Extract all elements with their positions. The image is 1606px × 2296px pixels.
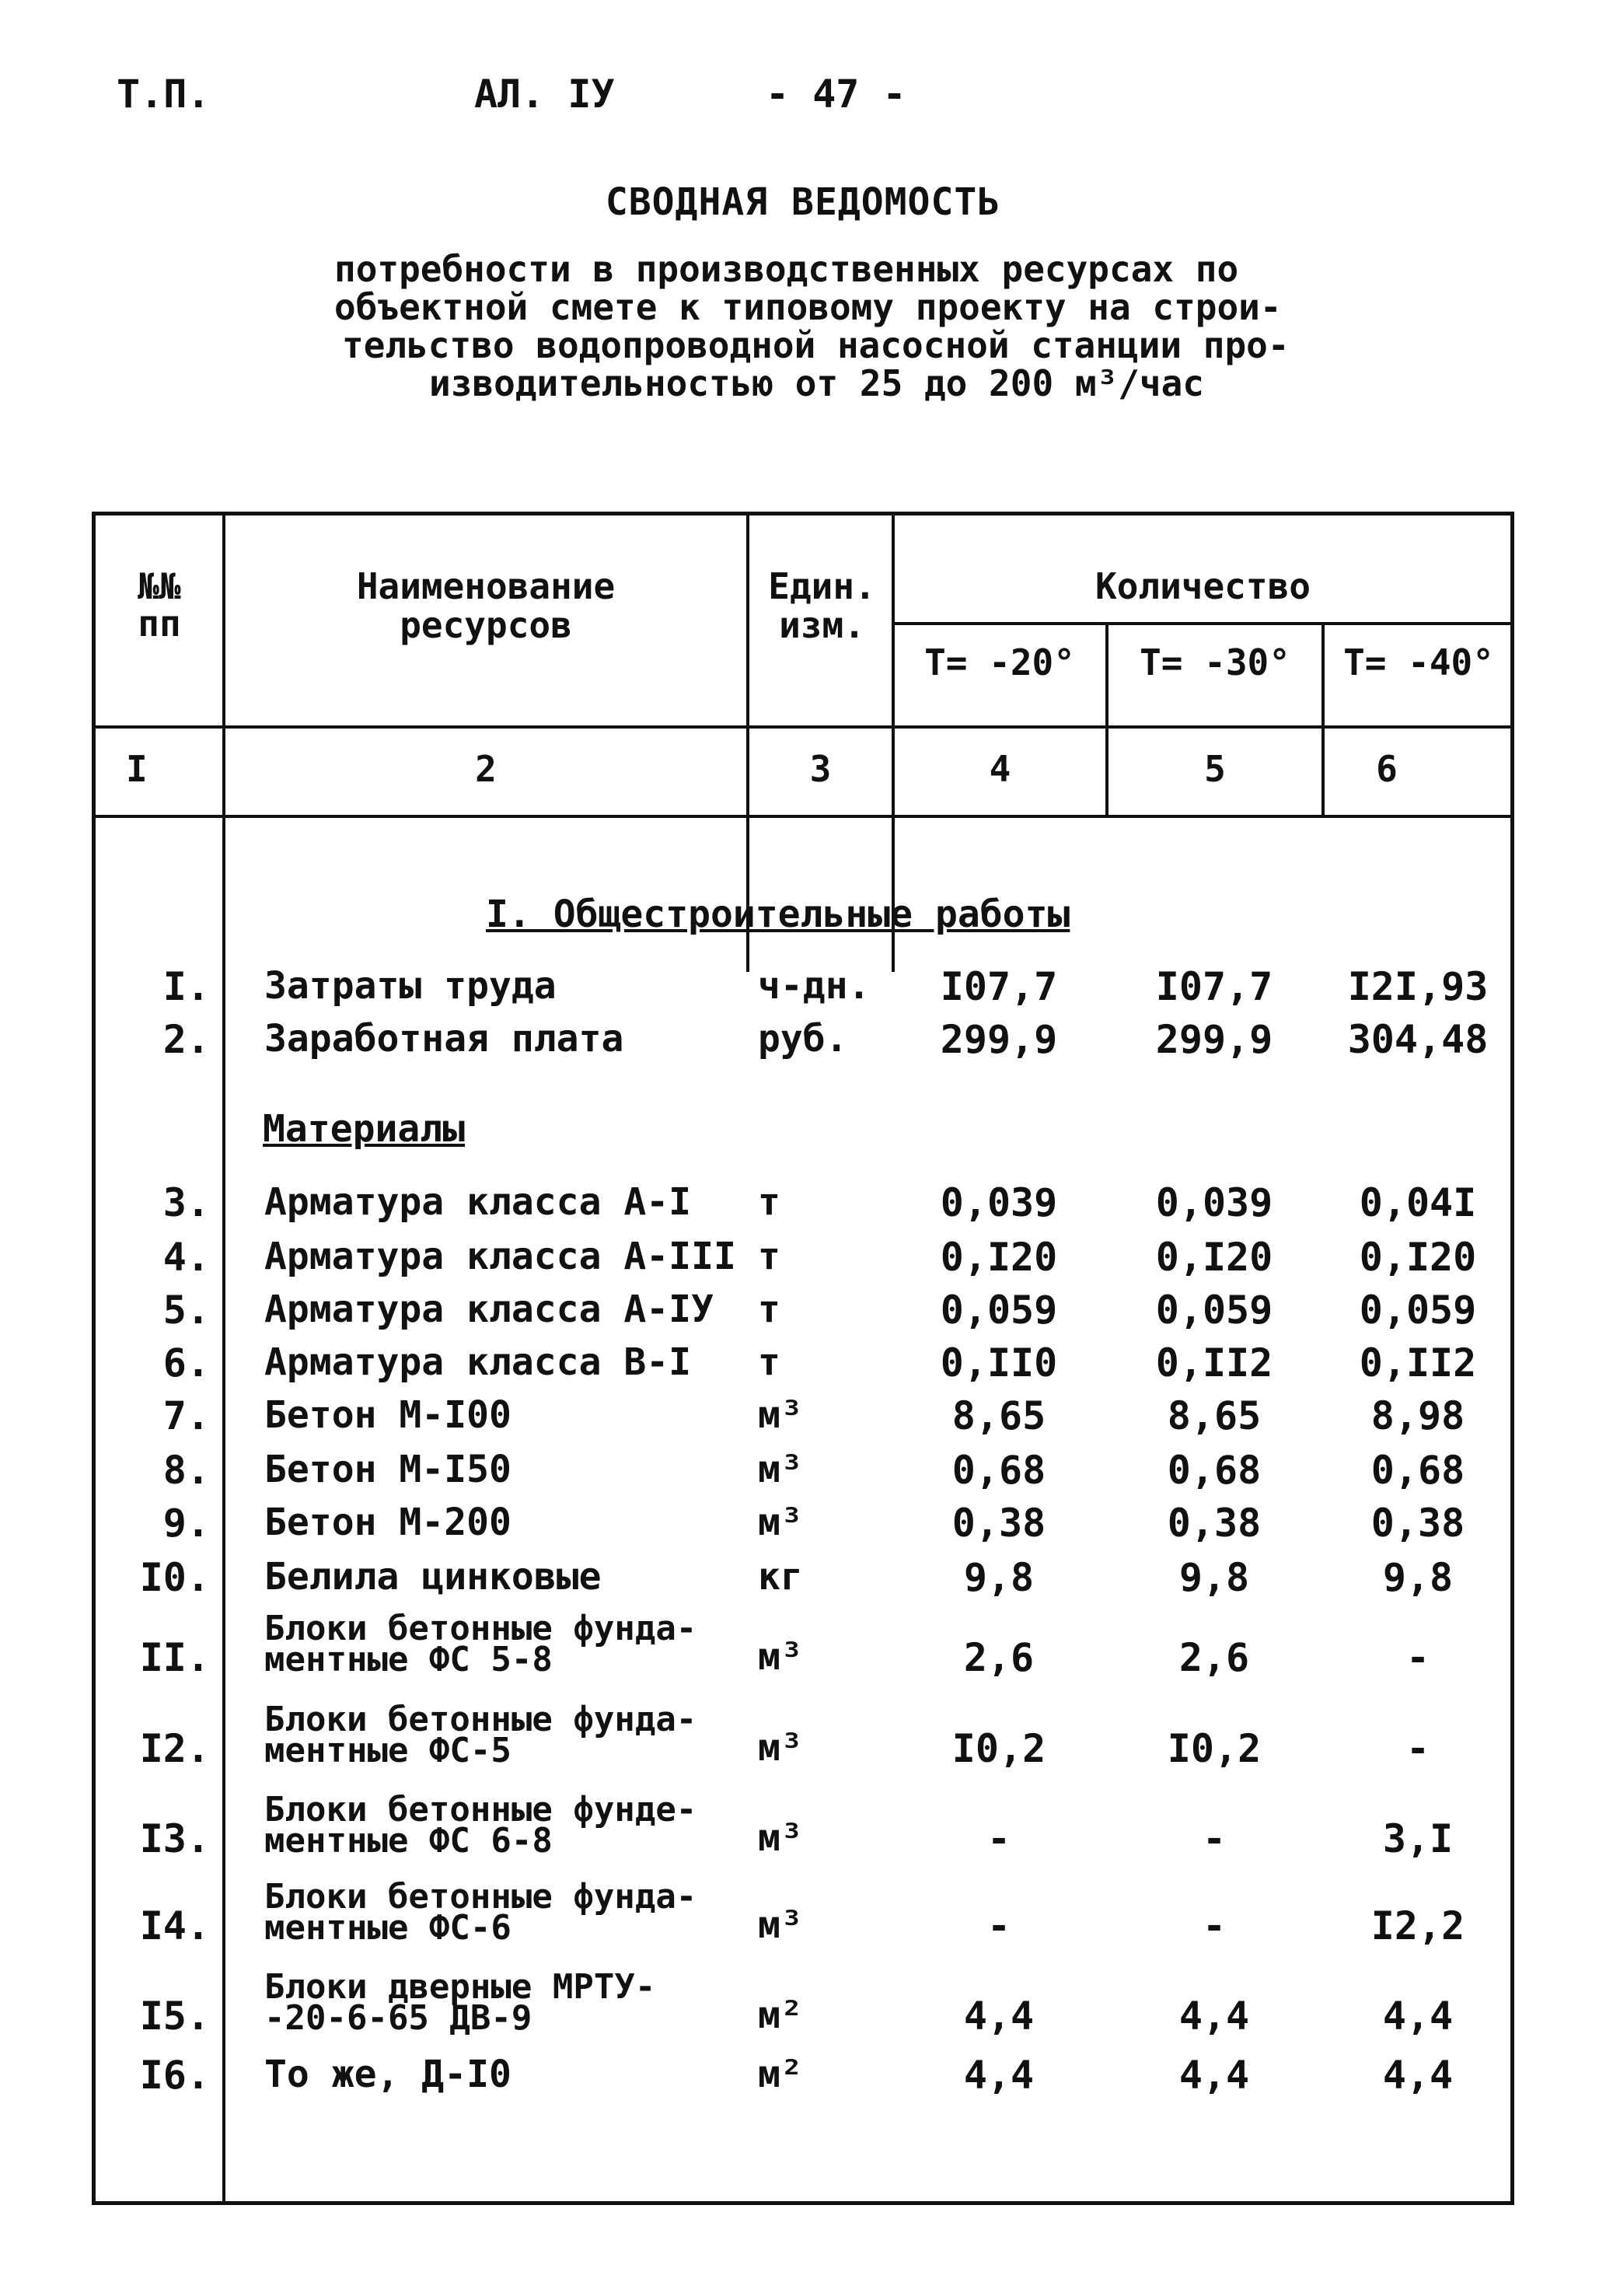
row-unit: м³ — [758, 1635, 803, 1679]
colnum-4: 4 — [989, 748, 1011, 790]
row-value-t20: 4,4 — [963, 2053, 1035, 2098]
row-value-t40: 4,4 — [1382, 1994, 1454, 2039]
row-value-t20: - — [986, 1903, 1011, 1948]
row-resource-name: Блоки дверные МРТУ- — [264, 1967, 656, 2007]
row-resource-name: ментные ФС 5-8 — [264, 1640, 553, 1679]
row-unit: м³ — [758, 1393, 803, 1437]
row-unit: т — [758, 1288, 780, 1331]
row-resource-name: -20-6-65 ДВ-9 — [264, 1998, 532, 2038]
page-number: - 47 - — [766, 72, 906, 117]
row-number: 8. — [162, 1448, 210, 1493]
row-unit: м³ — [758, 1501, 803, 1544]
row-value-t30: I07,7 — [1155, 964, 1273, 1009]
row-value-t40: 4,4 — [1382, 2053, 1454, 2098]
row-value-t40: 0,04I — [1359, 1180, 1477, 1225]
header-t-minus-40: Т= -40° — [1343, 641, 1494, 683]
row-value-t30: - — [1202, 1816, 1227, 1861]
header-t-minus-30: Т= -30° — [1140, 641, 1290, 683]
row-resource-name: Бетон М-200 — [264, 1501, 511, 1544]
row-value-t20: 0,059 — [940, 1288, 1058, 1333]
colnum-1: I — [126, 748, 148, 790]
row-value-t30: I0,2 — [1167, 1726, 1262, 1771]
qty-header-divider — [892, 622, 1511, 625]
row-number: I4. — [139, 1903, 210, 1948]
row-resource-name: ментные ФС 6-8 — [264, 1821, 553, 1861]
row-value-t30: 9,8 — [1178, 1555, 1250, 1600]
row-unit: м³ — [758, 1726, 803, 1770]
row-value-t40: I2I,93 — [1347, 964, 1489, 1009]
row-unit: т — [758, 1340, 780, 1384]
colnum-3: 3 — [809, 748, 832, 790]
row-resource-name: Арматура класса А-I — [264, 1180, 692, 1224]
row-value-t30: 8,65 — [1167, 1393, 1262, 1438]
row-value-t20: 0,II0 — [940, 1340, 1058, 1386]
row-value-t30: 0,059 — [1155, 1288, 1273, 1333]
row-value-t20: I07,7 — [940, 964, 1058, 1009]
row-value-t20: I0,2 — [951, 1726, 1046, 1771]
row-number: 3. — [162, 1180, 210, 1225]
header-t-minus-20: Т= -20° — [924, 641, 1075, 683]
row-number: II. — [139, 1635, 210, 1680]
row-number: 9. — [162, 1501, 210, 1546]
subtitle-line: тельство водопроводной насосной станции про- — [342, 324, 1290, 366]
row-number: 4. — [162, 1235, 210, 1280]
colnum-5: 5 — [1204, 748, 1226, 790]
subtitle-line: потребности в производственных ресурсах по — [334, 248, 1239, 290]
row-number: 5. — [162, 1288, 210, 1333]
row-value-t20: - — [986, 1816, 1011, 1861]
row-value-t20: 8,65 — [951, 1393, 1046, 1438]
row-value-t30: 0,039 — [1155, 1180, 1273, 1225]
row-value-t30: 299,9 — [1155, 1017, 1273, 1062]
row-unit: м² — [758, 2053, 803, 2096]
row-value-t30: 0,I20 — [1155, 1235, 1273, 1280]
doc-code: Т.П. — [117, 72, 211, 117]
row-value-t20: 0,I20 — [940, 1235, 1058, 1280]
row-unit: ч-дн. — [758, 964, 871, 1008]
header-name-line1: Наименование — [356, 565, 616, 607]
row-resource-name: Белила цинковые — [264, 1555, 602, 1599]
row-number: I. — [162, 964, 210, 1009]
row-resource-name: Блоки бетонные фунда- — [264, 1609, 697, 1648]
row-unit: кг — [758, 1555, 803, 1599]
row-value-t30: 0,38 — [1167, 1501, 1262, 1546]
row-unit: т — [758, 1180, 780, 1224]
row-resource-name: Бетон М-I50 — [264, 1448, 511, 1491]
row-resource-name: Блоки бетонные фунде- — [264, 1790, 697, 1829]
document-subtitle — [334, 250, 1290, 403]
row-number: I2. — [139, 1726, 210, 1771]
row-unit: м² — [758, 1994, 803, 2037]
row-number: I6. — [139, 2053, 210, 2098]
row-value-t20: 4,4 — [963, 1994, 1035, 2039]
row-value-t40: 3,I — [1382, 1816, 1454, 1861]
row-unit: м³ — [758, 1903, 803, 1947]
row-resource-name: Бетон М-I00 — [264, 1393, 511, 1437]
section-heading-text: I. Общестроительные работы — [486, 893, 1070, 936]
row-value-t40: 0,II2 — [1359, 1340, 1477, 1386]
row-resource-name: ментные ФС-6 — [264, 1908, 511, 1948]
row-value-t40: 0,68 — [1370, 1448, 1465, 1493]
row-value-t20: 299,9 — [940, 1017, 1058, 1062]
header-unit-line1: Един. — [768, 565, 876, 607]
row-resource-name: Арматура класса А-IУ — [264, 1288, 714, 1331]
row-value-t40: 9,8 — [1382, 1555, 1454, 1600]
header-unit-line2: изм. — [779, 604, 865, 646]
row-resource-name: Блоки бетонные фунда- — [264, 1700, 697, 1739]
colnum-2: 2 — [475, 748, 497, 790]
colnum-6: 6 — [1376, 748, 1398, 790]
header-quantity: Количество — [1095, 565, 1311, 607]
row-unit: т — [758, 1235, 780, 1278]
document-title: СВОДНАЯ ВЕДОМОСТЬ — [605, 180, 1001, 224]
album-number: АЛ. IУ — [474, 72, 615, 117]
row-number: I3. — [139, 1816, 210, 1861]
row-resource-name: Заработная плата — [264, 1017, 624, 1061]
row-value-t40: 0,059 — [1359, 1288, 1477, 1333]
row-resource-name: Арматура класса В-I — [264, 1340, 692, 1384]
header-num: №№ пп — [138, 565, 181, 645]
row-value-t20: 0,38 — [951, 1501, 1046, 1546]
row-unit: руб. — [758, 1017, 848, 1061]
row-unit: м³ — [758, 1448, 803, 1491]
row-value-t30: 0,68 — [1167, 1448, 1262, 1493]
subtitle-line: объектной смете к типовому проекту на строи- — [334, 286, 1282, 328]
row-value-t20: 2,6 — [963, 1635, 1035, 1680]
row-resource-name: То же, Д-I0 — [264, 2053, 511, 2096]
row-value-t40: 0,I20 — [1359, 1235, 1477, 1280]
row-value-t40: I2,2 — [1370, 1903, 1465, 1948]
row-value-t30: 2,6 — [1178, 1635, 1250, 1680]
subtitle-line: изводительностью от 25 до 200 м³/час — [429, 362, 1204, 404]
materials-heading: Материалы — [263, 1107, 466, 1151]
row-value-t30: - — [1202, 1903, 1227, 1948]
row-resource-name: Затраты труда — [264, 964, 557, 1008]
header-name-line2: ресурсов — [400, 604, 572, 646]
row-number: 6. — [162, 1340, 210, 1386]
row-value-t40: 304,48 — [1347, 1017, 1489, 1062]
row-resource-name: Арматура класса А-III — [264, 1235, 736, 1278]
row-unit: м³ — [758, 1816, 803, 1860]
colnum-bottom-line — [93, 815, 1513, 818]
row-value-t30: 4,4 — [1178, 2053, 1250, 2098]
row-value-t20: 0,039 — [940, 1180, 1058, 1225]
row-value-t40: 8,98 — [1370, 1393, 1465, 1438]
row-number: I5. — [139, 1994, 210, 2039]
row-value-t40: - — [1405, 1635, 1430, 1680]
row-value-t20: 0,68 — [951, 1448, 1046, 1493]
row-number: 7. — [162, 1393, 210, 1438]
row-value-t30: 4,4 — [1178, 1994, 1250, 2039]
row-resource-name: Блоки бетонные фунда- — [264, 1877, 697, 1917]
row-resource-name: ментные ФС-5 — [264, 1731, 511, 1770]
row-value-t40: - — [1405, 1726, 1430, 1771]
header-bottom-line — [93, 725, 1513, 729]
row-number: I0. — [139, 1555, 210, 1600]
row-number: 2. — [162, 1017, 210, 1062]
row-value-t40: 0,38 — [1370, 1501, 1465, 1546]
section-heading — [486, 893, 1070, 936]
row-value-t30: 0,II2 — [1155, 1340, 1273, 1386]
row-value-t20: 9,8 — [963, 1555, 1035, 1600]
